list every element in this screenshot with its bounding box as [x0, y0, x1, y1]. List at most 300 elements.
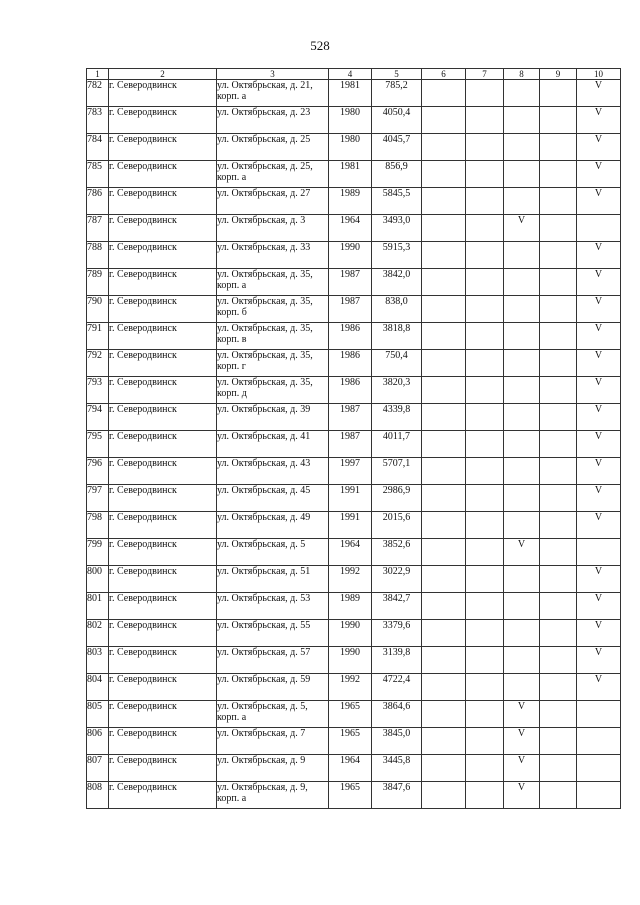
column-10-cell: V: [577, 512, 621, 539]
city-cell: г. Северодвинск: [109, 458, 217, 485]
column-10-cell: V: [577, 80, 621, 107]
table-row: [87, 107, 621, 134]
column-7-cell: [466, 593, 504, 620]
column-6-cell: [422, 377, 466, 404]
column-6-cell: [422, 647, 466, 674]
column-7-cell: [466, 458, 504, 485]
column-9-cell: [540, 485, 577, 512]
table-body: [87, 80, 621, 809]
column-8-cell: [504, 269, 540, 296]
column-7-cell: [466, 404, 504, 431]
column-9-cell: [540, 377, 577, 404]
column-10-cell: V: [577, 431, 621, 458]
column-9-cell: [540, 80, 577, 107]
column-header: 5: [372, 69, 422, 80]
table-row: [87, 242, 621, 269]
address-cell: ул. Октябрьская, д. 57: [217, 647, 329, 674]
column-6-cell: [422, 485, 466, 512]
city-cell: г. Северодвинск: [109, 539, 217, 566]
column-9-cell: [540, 593, 577, 620]
year-cell: 1965: [329, 701, 372, 728]
area-cell: 3445,8: [372, 755, 422, 782]
area-cell: 2986,9: [372, 485, 422, 512]
year-cell: 1987: [329, 269, 372, 296]
row-number: 784: [87, 134, 109, 161]
table-row: [87, 161, 621, 188]
row-number: 807: [87, 755, 109, 782]
column-10-cell: V: [577, 107, 621, 134]
table-row: [87, 539, 621, 566]
area-cell: 750,4: [372, 350, 422, 377]
column-10-cell: [577, 755, 621, 782]
city-cell: г. Северодвинск: [109, 350, 217, 377]
column-6-cell: [422, 728, 466, 755]
year-cell: 1980: [329, 107, 372, 134]
city-cell: г. Северодвинск: [109, 134, 217, 161]
column-7-cell: [466, 539, 504, 566]
area-cell: 3852,6: [372, 539, 422, 566]
city-cell: г. Северодвинск: [109, 620, 217, 647]
address-cell: ул. Октябрьская, д. 53: [217, 593, 329, 620]
column-8-cell: [504, 458, 540, 485]
year-cell: 1964: [329, 215, 372, 242]
row-number: 799: [87, 539, 109, 566]
row-number: 806: [87, 728, 109, 755]
column-10-cell: V: [577, 242, 621, 269]
table-row: [87, 431, 621, 458]
year-cell: 1980: [329, 134, 372, 161]
column-8-cell: [504, 404, 540, 431]
column-6-cell: [422, 593, 466, 620]
address-cell: ул. Октябрьская, д. 35, корп. д: [217, 377, 329, 404]
column-9-cell: [540, 620, 577, 647]
area-cell: 3842,0: [372, 269, 422, 296]
column-9-cell: [540, 782, 577, 809]
column-8-cell: [504, 431, 540, 458]
column-10-cell: V: [577, 593, 621, 620]
year-cell: 1987: [329, 404, 372, 431]
table-row: [87, 188, 621, 215]
column-header: 3: [217, 69, 329, 80]
area-cell: 3845,0: [372, 728, 422, 755]
column-7-cell: [466, 377, 504, 404]
table-row: [87, 377, 621, 404]
column-8-cell: [504, 566, 540, 593]
row-number: 782: [87, 80, 109, 107]
area-cell: 3864,6: [372, 701, 422, 728]
column-6-cell: [422, 755, 466, 782]
column-7-cell: [466, 215, 504, 242]
table-row: [87, 512, 621, 539]
area-cell: 5707,1: [372, 458, 422, 485]
column-6-cell: [422, 296, 466, 323]
column-7-cell: [466, 80, 504, 107]
column-9-cell: [540, 701, 577, 728]
column-9-cell: [540, 566, 577, 593]
column-7-cell: [466, 107, 504, 134]
year-cell: 1986: [329, 350, 372, 377]
area-cell: 3820,3: [372, 377, 422, 404]
row-number: 804: [87, 674, 109, 701]
row-number: 785: [87, 161, 109, 188]
column-header: 10: [577, 69, 621, 80]
column-9-cell: [540, 161, 577, 188]
table-row: [87, 296, 621, 323]
column-10-cell: [577, 701, 621, 728]
column-8-cell: [504, 161, 540, 188]
city-cell: г. Северодвинск: [109, 512, 217, 539]
city-cell: г. Северодвинск: [109, 755, 217, 782]
column-7-cell: [466, 269, 504, 296]
column-header: 8: [504, 69, 540, 80]
row-number: 802: [87, 620, 109, 647]
column-9-cell: [540, 458, 577, 485]
address-cell: ул. Октябрьская, д. 3: [217, 215, 329, 242]
column-6-cell: [422, 782, 466, 809]
column-7-cell: [466, 296, 504, 323]
column-8-cell: [504, 134, 540, 161]
column-6-cell: [422, 674, 466, 701]
column-10-cell: V: [577, 377, 621, 404]
column-10-cell: V: [577, 458, 621, 485]
address-cell: ул. Октябрьская, д. 49: [217, 512, 329, 539]
area-cell: 2015,6: [372, 512, 422, 539]
city-cell: г. Северодвинск: [109, 107, 217, 134]
column-9-cell: [540, 350, 577, 377]
column-6-cell: [422, 701, 466, 728]
column-10-cell: V: [577, 674, 621, 701]
address-cell: ул. Октябрьская, д. 35, корп. г: [217, 350, 329, 377]
column-6-cell: [422, 215, 466, 242]
column-6-cell: [422, 566, 466, 593]
area-cell: 4011,7: [372, 431, 422, 458]
year-cell: 1990: [329, 647, 372, 674]
column-9-cell: [540, 188, 577, 215]
address-cell: ул. Октябрьская, д. 43: [217, 458, 329, 485]
city-cell: г. Северодвинск: [109, 404, 217, 431]
column-10-cell: V: [577, 485, 621, 512]
area-cell: 838,0: [372, 296, 422, 323]
column-10-cell: V: [577, 350, 621, 377]
row-number: 788: [87, 242, 109, 269]
address-cell: ул. Октябрьская, д. 9, корп. а: [217, 782, 329, 809]
column-6-cell: [422, 269, 466, 296]
city-cell: г. Северодвинск: [109, 80, 217, 107]
column-header: 7: [466, 69, 504, 80]
page-number: 528: [310, 38, 330, 53]
year-cell: 1992: [329, 566, 372, 593]
column-6-cell: [422, 107, 466, 134]
registry-table: [86, 68, 621, 809]
city-cell: г. Северодвинск: [109, 728, 217, 755]
year-cell: 1965: [329, 728, 372, 755]
column-9-cell: [540, 107, 577, 134]
year-cell: 1991: [329, 485, 372, 512]
column-8-cell: [504, 188, 540, 215]
column-8-cell: [504, 80, 540, 107]
table-row: [87, 485, 621, 512]
year-cell: 1987: [329, 296, 372, 323]
row-number: 790: [87, 296, 109, 323]
table-row: [87, 647, 621, 674]
column-8-cell: [504, 296, 540, 323]
column-header: 1: [87, 69, 109, 80]
table-row: [87, 566, 621, 593]
table-row: [87, 134, 621, 161]
column-6-cell: [422, 350, 466, 377]
column-6-cell: [422, 620, 466, 647]
address-cell: ул. Октябрьская, д. 23: [217, 107, 329, 134]
year-cell: 1990: [329, 242, 372, 269]
column-10-cell: [577, 215, 621, 242]
area-cell: 5845,5: [372, 188, 422, 215]
column-10-cell: V: [577, 188, 621, 215]
column-8-cell: V: [504, 728, 540, 755]
column-8-cell: V: [504, 539, 540, 566]
row-number: 800: [87, 566, 109, 593]
area-cell: 785,2: [372, 80, 422, 107]
table-row: [87, 215, 621, 242]
row-number: 792: [87, 350, 109, 377]
row-number: 786: [87, 188, 109, 215]
address-cell: ул. Октябрьская, д. 35, корп. а: [217, 269, 329, 296]
table-row: [87, 593, 621, 620]
address-cell: ул. Октябрьская, д. 25: [217, 134, 329, 161]
column-8-cell: V: [504, 782, 540, 809]
address-cell: ул. Октябрьская, д. 51: [217, 566, 329, 593]
year-cell: 1986: [329, 323, 372, 350]
area-cell: 4050,4: [372, 107, 422, 134]
city-cell: г. Северодвинск: [109, 215, 217, 242]
column-9-cell: [540, 134, 577, 161]
column-7-cell: [466, 323, 504, 350]
city-cell: г. Северодвинск: [109, 296, 217, 323]
column-6-cell: [422, 458, 466, 485]
city-cell: г. Северодвинск: [109, 188, 217, 215]
column-7-cell: [466, 782, 504, 809]
row-number: 787: [87, 215, 109, 242]
area-cell: 3493,0: [372, 215, 422, 242]
table-row: [87, 323, 621, 350]
address-cell: ул. Октябрьская, д. 39: [217, 404, 329, 431]
year-cell: 1981: [329, 80, 372, 107]
table-row: [87, 782, 621, 809]
area-cell: 3818,8: [372, 323, 422, 350]
column-9-cell: [540, 242, 577, 269]
column-8-cell: [504, 593, 540, 620]
address-cell: ул. Октябрьская, д. 27: [217, 188, 329, 215]
column-6-cell: [422, 134, 466, 161]
year-cell: 1990: [329, 620, 372, 647]
area-cell: 4722,4: [372, 674, 422, 701]
table-row: [87, 458, 621, 485]
column-6-cell: [422, 539, 466, 566]
address-cell: ул. Октябрьская, д. 21, корп. а: [217, 80, 329, 107]
column-9-cell: [540, 728, 577, 755]
address-cell: ул. Октябрьская, д. 35, корп. в: [217, 323, 329, 350]
column-10-cell: V: [577, 269, 621, 296]
column-10-cell: V: [577, 296, 621, 323]
column-header: 9: [540, 69, 577, 80]
column-10-cell: V: [577, 323, 621, 350]
row-number: 805: [87, 701, 109, 728]
city-cell: г. Северодвинск: [109, 674, 217, 701]
area-cell: 856,9: [372, 161, 422, 188]
column-9-cell: [540, 269, 577, 296]
city-cell: г. Северодвинск: [109, 161, 217, 188]
table-row: [87, 674, 621, 701]
column-8-cell: [504, 512, 540, 539]
column-9-cell: [540, 404, 577, 431]
row-number: 797: [87, 485, 109, 512]
column-7-cell: [466, 161, 504, 188]
column-8-cell: [504, 107, 540, 134]
area-cell: 5915,3: [372, 242, 422, 269]
column-6-cell: [422, 161, 466, 188]
column-7-cell: [466, 728, 504, 755]
year-cell: 1964: [329, 755, 372, 782]
table-row: [87, 620, 621, 647]
table-row: [87, 80, 621, 107]
row-number: 803: [87, 647, 109, 674]
city-cell: г. Северодвинск: [109, 485, 217, 512]
row-number: 783: [87, 107, 109, 134]
column-6-cell: [422, 404, 466, 431]
column-8-cell: V: [504, 755, 540, 782]
column-8-cell: V: [504, 215, 540, 242]
column-9-cell: [540, 215, 577, 242]
address-cell: ул. Октябрьская, д. 59: [217, 674, 329, 701]
column-8-cell: [504, 674, 540, 701]
column-6-cell: [422, 323, 466, 350]
column-7-cell: [466, 242, 504, 269]
city-cell: г. Северодвинск: [109, 593, 217, 620]
city-cell: г. Северодвинск: [109, 323, 217, 350]
year-cell: 1986: [329, 377, 372, 404]
column-8-cell: [504, 647, 540, 674]
column-7-cell: [466, 566, 504, 593]
column-10-cell: [577, 782, 621, 809]
area-cell: 3022,9: [372, 566, 422, 593]
year-cell: 1992: [329, 674, 372, 701]
column-9-cell: [540, 539, 577, 566]
year-cell: 1997: [329, 458, 372, 485]
row-number: 801: [87, 593, 109, 620]
table-row: [87, 728, 621, 755]
column-7-cell: [466, 701, 504, 728]
column-7-cell: [466, 674, 504, 701]
year-cell: 1991: [329, 512, 372, 539]
column-7-cell: [466, 485, 504, 512]
row-number: 789: [87, 269, 109, 296]
column-10-cell: V: [577, 404, 621, 431]
column-6-cell: [422, 188, 466, 215]
column-7-cell: [466, 512, 504, 539]
city-cell: г. Северодвинск: [109, 377, 217, 404]
column-header: 6: [422, 69, 466, 80]
row-number: 796: [87, 458, 109, 485]
address-cell: ул. Октябрьская, д. 7: [217, 728, 329, 755]
column-header: 2: [109, 69, 217, 80]
address-cell: ул. Октябрьская, д. 35, корп. б: [217, 296, 329, 323]
column-9-cell: [540, 323, 577, 350]
column-10-cell: V: [577, 647, 621, 674]
address-cell: ул. Октябрьская, д. 33: [217, 242, 329, 269]
table-header: [87, 69, 621, 80]
column-6-cell: [422, 242, 466, 269]
column-10-cell: V: [577, 161, 621, 188]
row-number: 793: [87, 377, 109, 404]
column-6-cell: [422, 512, 466, 539]
column-6-cell: [422, 431, 466, 458]
column-header: 4: [329, 69, 372, 80]
column-9-cell: [540, 674, 577, 701]
column-10-cell: [577, 728, 621, 755]
column-7-cell: [466, 188, 504, 215]
column-10-cell: V: [577, 134, 621, 161]
city-cell: г. Северодвинск: [109, 269, 217, 296]
column-9-cell: [540, 431, 577, 458]
year-cell: 1989: [329, 188, 372, 215]
year-cell: 1981: [329, 161, 372, 188]
year-cell: 1987: [329, 431, 372, 458]
column-8-cell: V: [504, 701, 540, 728]
column-6-cell: [422, 80, 466, 107]
column-8-cell: [504, 350, 540, 377]
address-cell: ул. Октябрьская, д. 41: [217, 431, 329, 458]
area-cell: 4045,7: [372, 134, 422, 161]
column-7-cell: [466, 755, 504, 782]
address-cell: ул. Октябрьская, д. 9: [217, 755, 329, 782]
column-8-cell: [504, 377, 540, 404]
area-cell: 3842,7: [372, 593, 422, 620]
column-9-cell: [540, 512, 577, 539]
address-cell: ул. Октябрьская, д. 5, корп. а: [217, 701, 329, 728]
city-cell: г. Северодвинск: [109, 242, 217, 269]
area-cell: 3379,6: [372, 620, 422, 647]
year-cell: 1965: [329, 782, 372, 809]
city-cell: г. Северодвинск: [109, 782, 217, 809]
column-10-cell: [577, 539, 621, 566]
column-9-cell: [540, 647, 577, 674]
column-10-cell: V: [577, 620, 621, 647]
table-row: [87, 350, 621, 377]
column-7-cell: [466, 647, 504, 674]
year-cell: 1964: [329, 539, 372, 566]
column-8-cell: [504, 242, 540, 269]
table-row: [87, 404, 621, 431]
column-7-cell: [466, 431, 504, 458]
column-7-cell: [466, 350, 504, 377]
address-cell: ул. Октябрьская, д. 25, корп. а: [217, 161, 329, 188]
column-8-cell: [504, 485, 540, 512]
row-number: 794: [87, 404, 109, 431]
area-cell: 3847,6: [372, 782, 422, 809]
table-row: [87, 701, 621, 728]
column-7-cell: [466, 134, 504, 161]
column-9-cell: [540, 755, 577, 782]
row-number: 798: [87, 512, 109, 539]
table-row: [87, 269, 621, 296]
column-9-cell: [540, 296, 577, 323]
area-cell: 3139,8: [372, 647, 422, 674]
row-number: 808: [87, 782, 109, 809]
year-cell: 1989: [329, 593, 372, 620]
city-cell: г. Северодвинск: [109, 647, 217, 674]
city-cell: г. Северодвинск: [109, 431, 217, 458]
header-row: [87, 69, 621, 80]
address-cell: ул. Октябрьская, д. 55: [217, 620, 329, 647]
